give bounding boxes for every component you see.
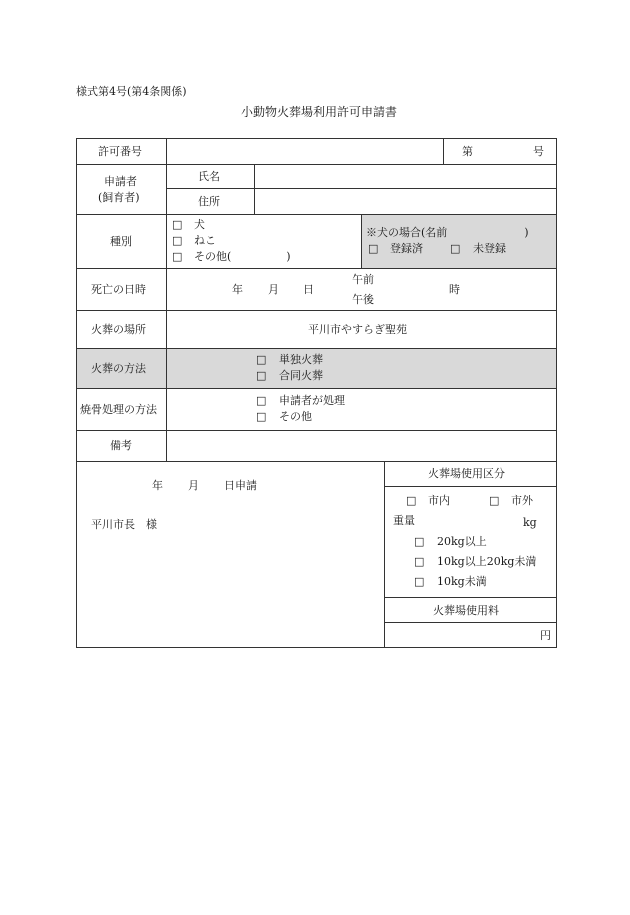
pm-label[interactable]: 午後 [352,293,374,306]
applicant-handles-checkbox[interactable]: □ [256,394,267,407]
outside-city-label: 市外 [511,494,533,507]
permit-dai-label: 第 [462,145,473,158]
name-label: 氏名 [198,170,220,183]
usage-category-header: 火葬場使用区分 [428,467,505,480]
weight-20kg-checkbox[interactable]: □ [414,535,425,548]
apply-month-label: 月 [188,479,199,492]
species-label: 種別 [110,235,132,248]
registered-label: 登録済 [390,242,423,255]
death-datetime-label: 死亡の日時 [91,283,146,296]
joint-cremation-checkbox[interactable]: □ [256,369,267,382]
applicant-label-sub: (飼育者) [98,191,140,204]
form-number: 様式第4号(第4条関係) [76,85,187,98]
weight-under-10kg-label: 10kg未満 [437,575,487,588]
weight-20kg-label: 20kg以上 [437,535,487,548]
remarks-label: 備考 [110,439,132,452]
weight-10-20kg-label: 10kg以上20kg未満 [437,555,537,568]
applicant-handles-label: 申請者が処理 [279,394,345,407]
species-dog-label: 犬 [194,218,205,231]
death-hour-label: 時 [449,283,460,296]
bone-other-label: その他 [279,410,312,423]
inside-city-label: 市内 [428,494,450,507]
registered-checkbox[interactable]: □ [368,242,379,255]
am-label[interactable]: 午前 [352,273,374,286]
individual-cremation-checkbox[interactable]: □ [256,353,267,366]
bone-handling-label: 焼骨処理の方法 [80,403,157,416]
death-year-label: 年 [232,283,243,296]
remarks-field[interactable] [170,432,554,459]
joint-cremation-label: 合同火葬 [279,369,323,382]
species-other-checkbox[interactable]: □ [172,250,183,263]
addressee: 平川市長 様 [91,518,157,531]
unregistered-checkbox[interactable]: □ [450,242,461,255]
death-day-label: 日 [303,283,314,296]
weight-10-20kg-checkbox[interactable]: □ [414,555,425,568]
bone-other-checkbox[interactable]: □ [256,410,267,423]
apply-day-label: 日申請 [224,479,257,492]
permit-go-label: 号 [533,145,544,158]
cremation-place-value: 平川市やすらぎ聖苑 [308,323,407,336]
cremation-place-label: 火葬の場所 [91,323,146,336]
permit-number-label: 許可番号 [98,145,142,158]
outside-city-checkbox[interactable]: □ [489,494,500,507]
death-month-label: 月 [268,283,279,296]
species-dog-checkbox[interactable]: □ [172,218,183,231]
inside-city-checkbox[interactable]: □ [406,494,417,507]
address-field[interactable] [258,190,554,212]
species-cat-checkbox[interactable]: □ [172,234,183,247]
cremation-method-label: 火葬の方法 [91,362,146,375]
applicant-label: 申請者 [104,175,137,188]
fee-unit: 円 [540,629,551,642]
unregistered-label: 未登録 [473,242,506,255]
form-title: 小動物火葬場利用許可申請書 [241,105,398,119]
weight-unit: kg [523,516,537,529]
permit-number-field[interactable] [170,140,440,162]
individual-cremation-label: 単独火葬 [279,353,323,366]
species-other-label: その他( ) [194,250,291,263]
dog-name-note: ※犬の場合(名前 ) [366,226,529,239]
weight-under-10kg-checkbox[interactable]: □ [414,575,425,588]
apply-year-label: 年 [152,479,163,492]
species-cat-label: ねこ [194,234,216,247]
address-label: 住所 [198,195,220,208]
name-field[interactable] [258,166,554,186]
weight-label: 重量 [393,514,415,527]
usage-fee-header: 火葬場使用料 [433,604,499,617]
